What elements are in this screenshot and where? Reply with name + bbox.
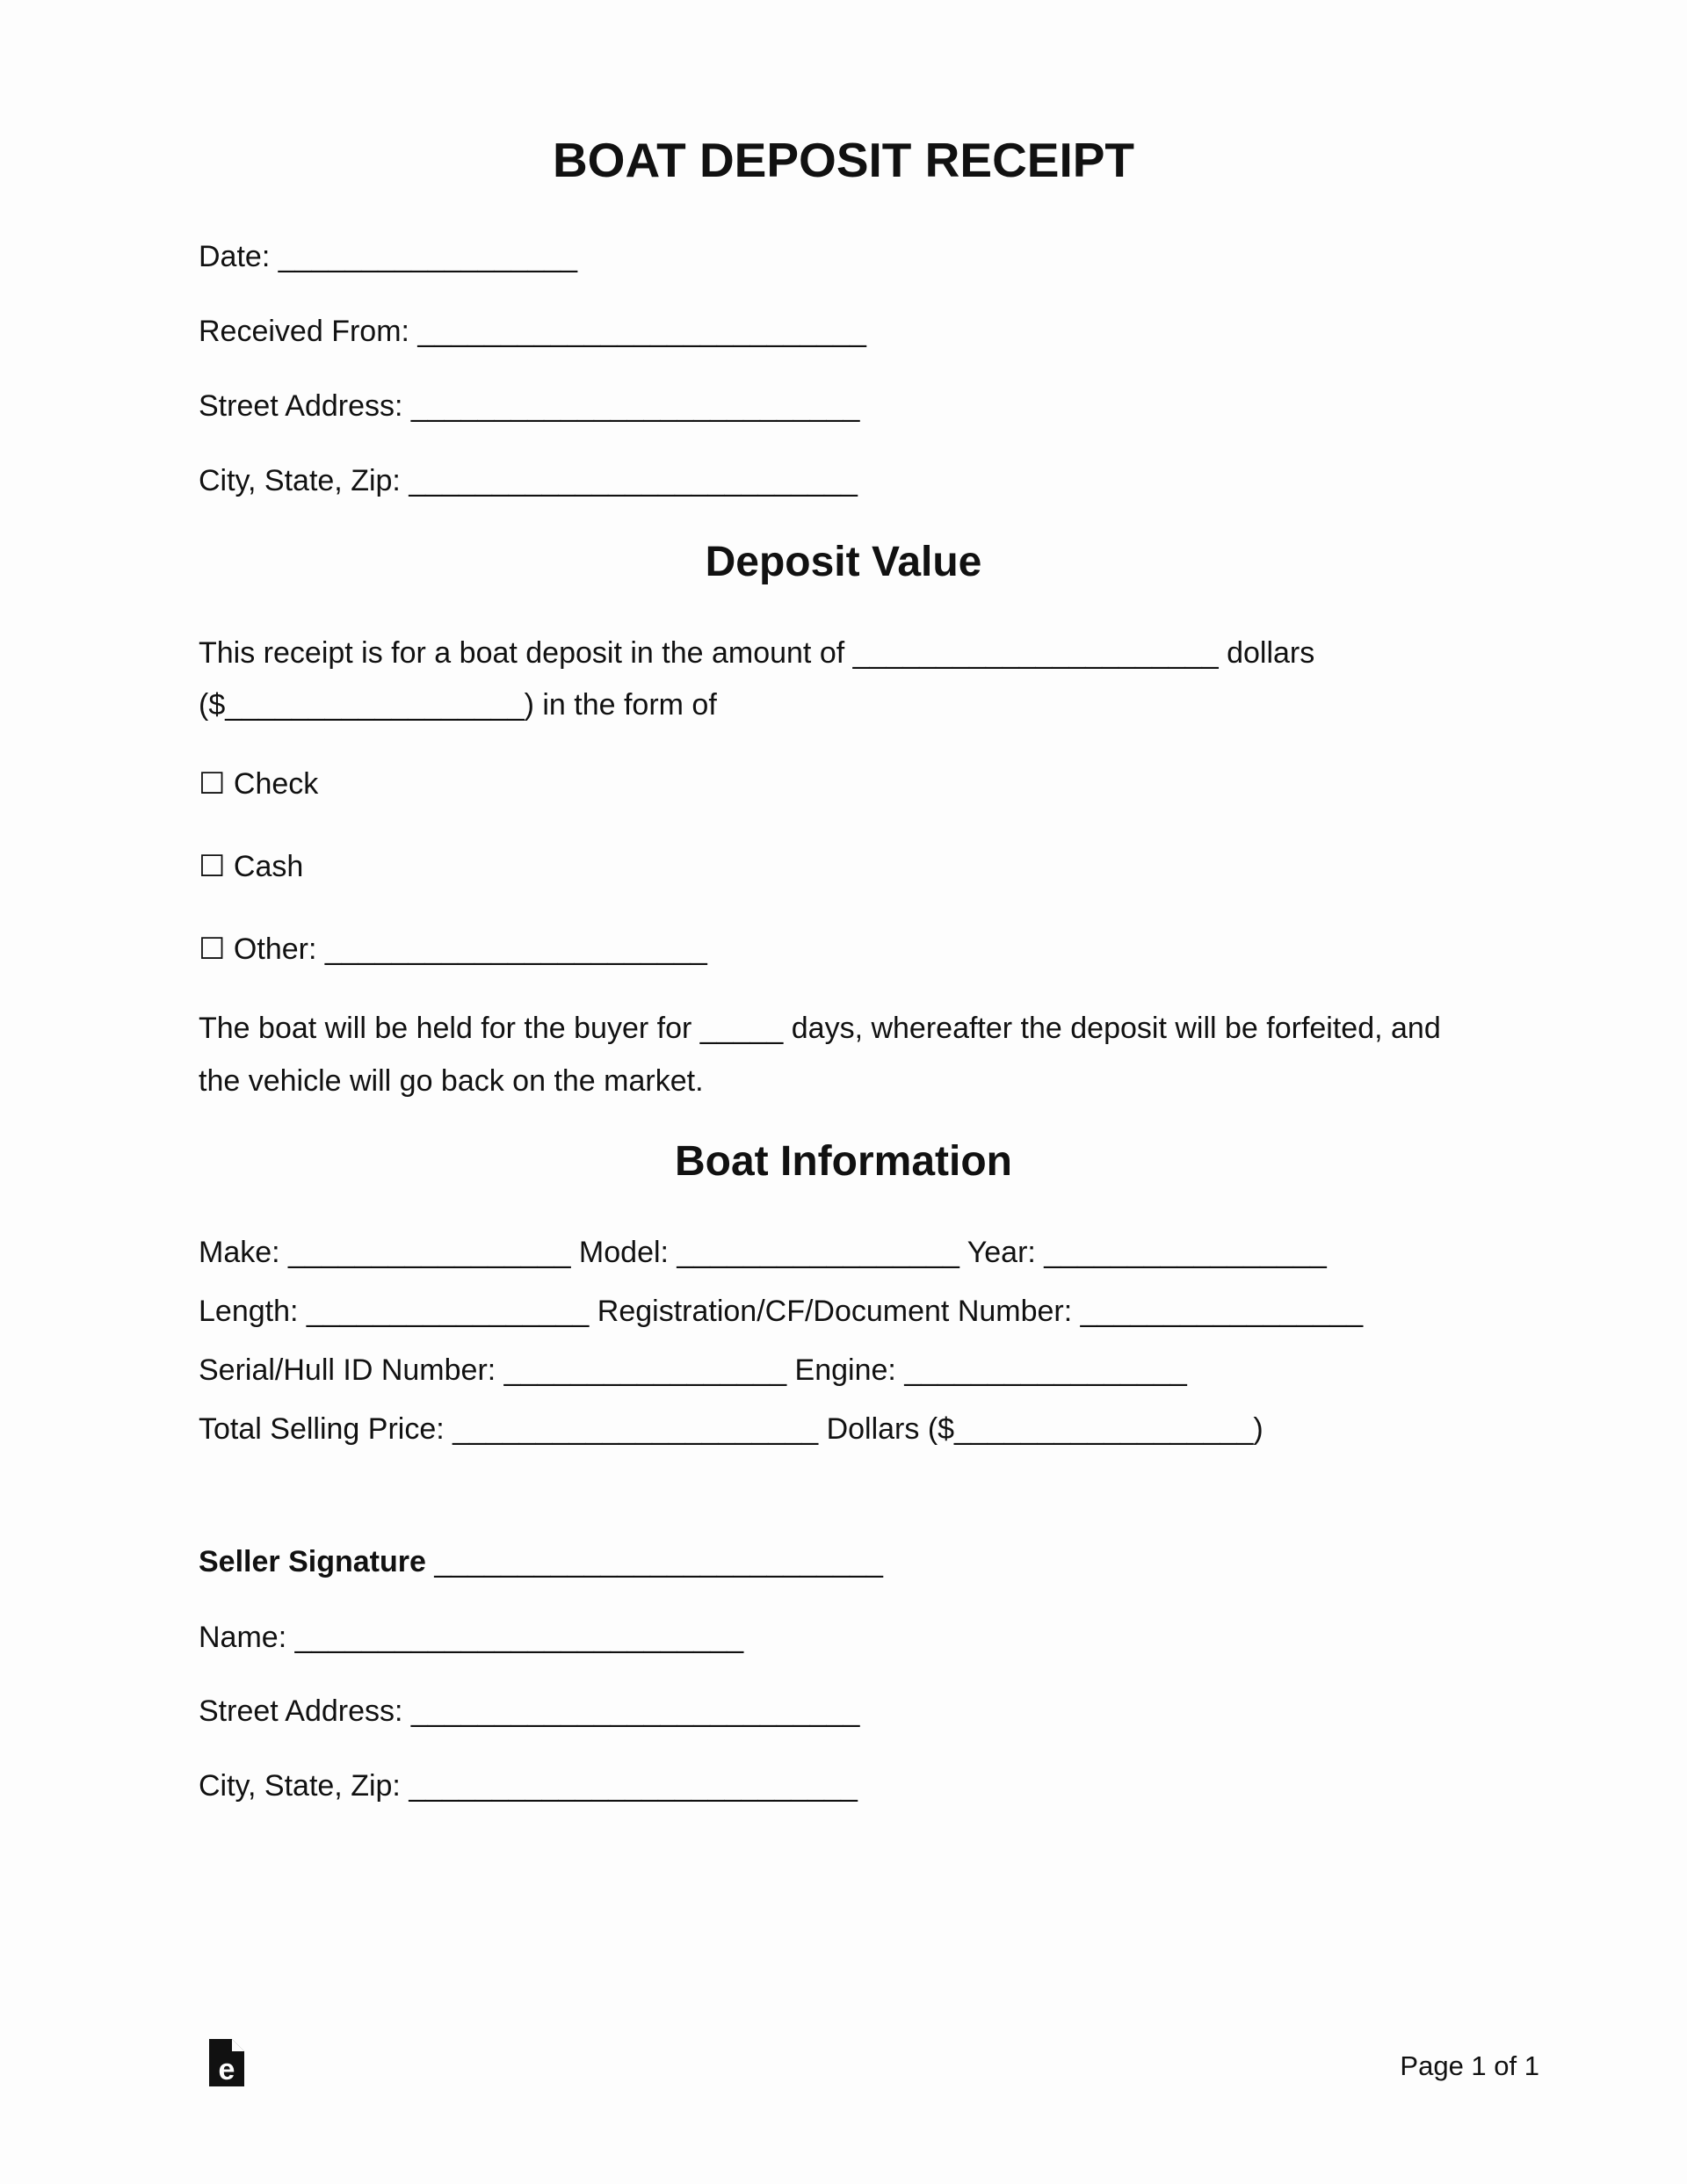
page-number: Page 1 of 1: [1400, 2050, 1539, 2081]
boat-serial-engine-row: Serial/Hull ID Number: _________________ Engine: _________________: [199, 1353, 1187, 1387]
boat-make-model-year-row: Make: _________________ Model: _________________ Year: _________________: [199, 1236, 1327, 1269]
deposit-amount-line: This receipt is for a boat deposit in the amount of ______________________ dollars: [199, 636, 1315, 670]
seller-signature-field: [199, 1544, 883, 1579]
boat-information-heading: Boat Information: [675, 1138, 1012, 1185]
buyer-city-state-zip-field: City, State, Zip: ___________________________: [199, 464, 858, 497]
payment-option-check: ☐ Check: [199, 767, 319, 801]
document-e-logo-icon: [207, 2037, 246, 2088]
buyer-street-address-field: Street Address: ___________________________: [199, 389, 860, 423]
document-title: BOAT DEPOSIT RECEIPT: [552, 133, 1135, 187]
payment-option-cash: ☐ Cash: [199, 850, 304, 883]
boat-length-registration-row: Length: _________________ Registration/CF/Document Number: _________________: [199, 1295, 1364, 1328]
date-field: Date: __________________: [199, 240, 578, 273]
svg-text:e: e: [218, 2053, 235, 2086]
seller-signature-line: ___________________________: [425, 1545, 883, 1578]
seller-street-address-field: Street Address: ___________________________: [199, 1694, 860, 1728]
seller-signature-label: Seller Signature: [199, 1545, 426, 1578]
boat-selling-price-row: Total Selling Price: ______________________ Dollars ($__________________): [199, 1412, 1263, 1446]
payment-option-other: ☐ Other: _______________________: [199, 932, 707, 966]
seller-city-state-zip-field: City, State, Zip: ___________________________: [199, 1769, 858, 1803]
deposit-value-heading: Deposit Value: [705, 539, 982, 585]
seller-name-field: Name: ___________________________: [199, 1621, 744, 1654]
received-from-field: Received From: ___________________________: [199, 315, 866, 348]
hold-period-line-2: the vehicle will go back on the market.: [199, 1064, 704, 1098]
deposit-amount-dollars-line: ($__________________) in the form of: [199, 688, 717, 722]
hold-period-line: The boat will be held for the buyer for _____ days, whereafter the deposit will be forfeited, and: [199, 1012, 1441, 1045]
